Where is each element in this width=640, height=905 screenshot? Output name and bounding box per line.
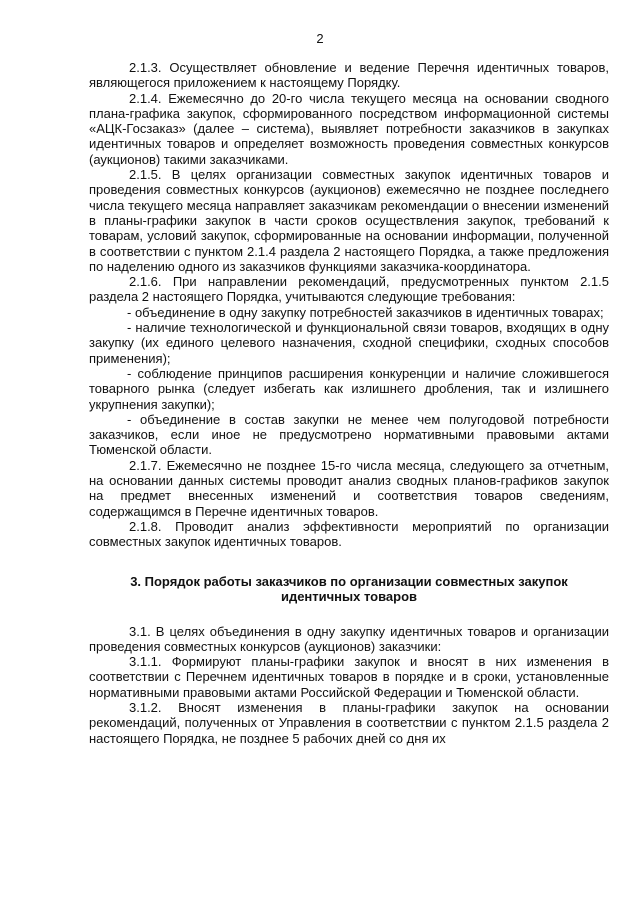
requirement-item: - объединение в одну закупку потребностей заказчиков в идентичных товарах; (127, 304, 604, 320)
requirement-item: - наличие технологической и функциональной связи товаров, входящих в одну закупку (их единого целевого назначения, сходной специфики, сходных способов применения); (89, 320, 609, 366)
paragraph-3-1-2: 3.1.2. Вносят изменения в планы-графики закупок на основании рекомендаций, полученных от Управления в соответствии с пунктом 2.1.5 раздела 2 настоящего Порядка, не позднее 5 рабочих дней со дня их (89, 699, 609, 746)
paragraph-2-1-7: 2.1.7. Ежемесячно не позднее 15-го числа месяца, следующего за отчетным, на основании данных системы проводит анализ сводных планов-графиков закупок на предмет внесенных изменений и соответствия товаров сведениям, содержащимся в Перечне идентичных товаров. (89, 457, 609, 519)
section-3-heading: 3. Порядок работы заказчиков по организации совместных закупок идентичных товаров (130, 573, 568, 604)
paragraph-2-1-5: 2.1.5. В целях организации совместных закупок идентичных товаров и проведения совместных конкурсов (аукционов) ежемесячно не позднее последнего числа текущего месяца направляет заказчикам рекомендации о внесении изменений в планы-графики закупок в части сроков осуществления закупок, требований к товарам, условий закупок, сформированные на основании информации, полученной в соответствии с пунктом 2.1.4 раздела 2 настоящего Порядка, а также предложения по наделению одного из заказчиков функциями заказчика-координатора. (89, 167, 609, 274)
paragraph-2-1-3: 2.1.3. Осуществляет обновление и ведение Перечня идентичных товаров, являющегося приложением к настоящему Порядку. (89, 60, 609, 91)
requirement-item: - соблюдение принципов расширения конкуренции и наличие сложившегося товарного рынка (следует избегать как излишнего дробления, так и излишнего укрупнения закупки); (89, 365, 609, 412)
paragraph-2-1-8: 2.1.8. Проводит анализ эффективности мероприятий по организации совместных закупок идентичных товаров. (89, 518, 609, 550)
paragraph-3-1-1: 3.1.1. Формируют планы-графики закупок и вносят в них изменения в соответствии с Перечнем идентичных товаров в порядке и в сроки, установленные нормативными правовыми актами Российской Федерации и Тюменской области. (89, 654, 609, 700)
page-number: 2 (316, 31, 324, 46)
document-body (89, 60, 609, 746)
requirement-item: - объединение в состав закупки не менее чем полугодовой потребности заказчиков, если иное не предусмотрено нормативными правовыми актами Тюменской области. (89, 411, 609, 458)
paragraph-2-1-4: 2.1.4. Ежемесячно до 20-го числа текущего месяца на основании сводного плана-графика закупок, сформированного посредством информационной системы «АЦК-Госзаказ» (далее – система), выявляет потребности заказчиков в закупках идентичных товаров и определяет возможность проведения совместных конкурсов (аукционов) такими заказчиками. (89, 90, 609, 167)
paragraph-2-1-6: 2.1.6. При направлении рекомендаций, предусмотренных пунктом 2.1.5 раздела 2 настоящего Порядка, учитываются следующие требования: (89, 274, 609, 305)
paragraph-3-1: 3.1. В целях объединения в одну закупку идентичных товаров и организации проведения совместных конкурсов (аукционов) заказчики: (89, 623, 609, 654)
